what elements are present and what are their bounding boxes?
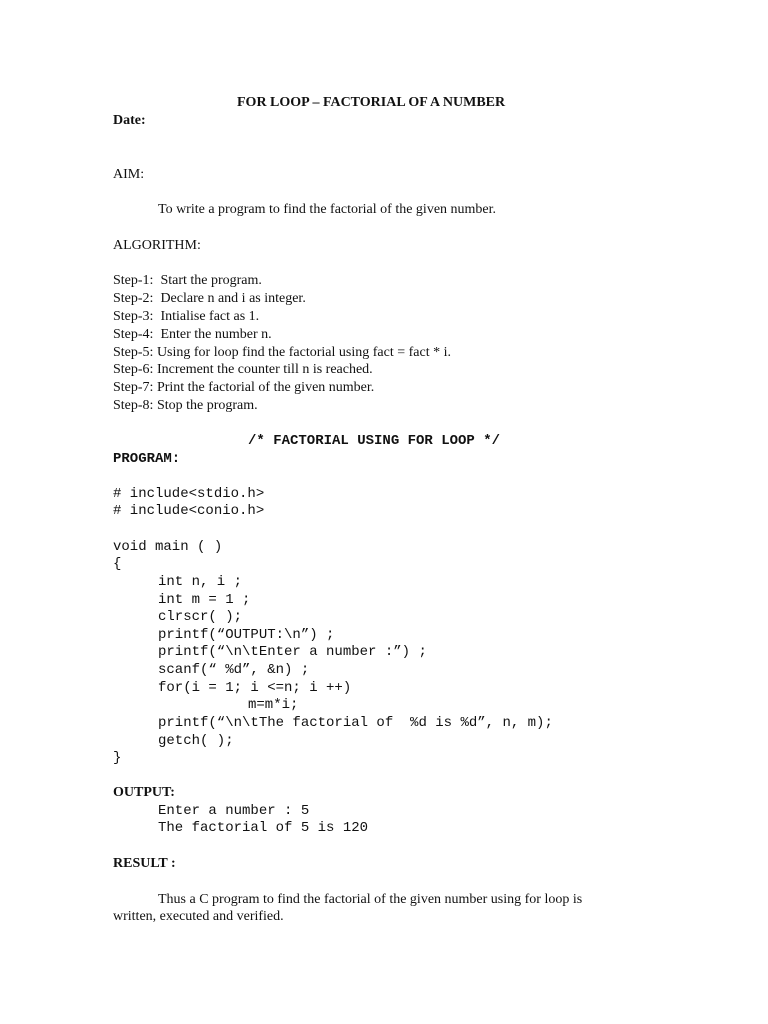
code-line: } (113, 750, 122, 766)
output-heading: OUTPUT: (113, 785, 175, 800)
code-line: void main ( ) (113, 539, 223, 555)
result-heading: RESULT : (113, 856, 176, 871)
code-line: clrscr( ); (158, 609, 243, 625)
code-line: getch( ); (158, 733, 234, 749)
algorithm-step: Step-1: Start the program. (113, 273, 262, 288)
aim-text: To write a program to find the factorial of the given number. (158, 202, 497, 217)
code-line: # include<stdio.h> (113, 486, 265, 502)
result-text: written, executed and verified. (113, 909, 284, 924)
algorithm-step: Step-6: Increment the counter till n is reached. (113, 362, 373, 377)
code-line: scanf(“ %d”, &n) ; (158, 662, 310, 678)
aim-heading: AIM: (113, 167, 145, 182)
code-line: m=m*i; (248, 697, 299, 713)
page-title: FOR LOOP – FACTORIAL OF A NUMBER (237, 95, 506, 110)
code-line: printf(“\n\tThe factorial of %d is %d”, n, m); (158, 715, 553, 731)
result-text: Thus a C program to find the factorial of the given number using for loop is (158, 892, 583, 907)
algorithm-step: Step-7: Print the factorial of the given number. (113, 380, 375, 395)
output-line: The factorial of 5 is 120 (158, 820, 369, 836)
code-line: for(i = 1; i <=n; i ++) (158, 680, 352, 696)
algorithm-step: Step-2: Declare n and i as integer. (113, 291, 306, 306)
code-line: printf(“OUTPUT:\n”) ; (158, 627, 335, 643)
code-line: int n, i ; (158, 574, 243, 590)
program-heading: PROGRAM: (113, 451, 181, 467)
algorithm-heading: ALGORITHM: (113, 238, 201, 253)
algorithm-step: Step-3: Intialise fact as 1. (113, 309, 260, 324)
code-line: int m = 1 ; (158, 592, 251, 608)
output-line: Enter a number : 5 (158, 803, 310, 819)
algorithm-step: Step-4: Enter the number n. (113, 327, 272, 342)
code-line: { (113, 556, 122, 572)
code-line: # include<conio.h> (113, 503, 265, 519)
algorithm-step: Step-8: Stop the program. (113, 398, 258, 413)
date-label: Date: (113, 113, 146, 128)
program-comment: /* FACTORIAL USING FOR LOOP */ (248, 433, 501, 449)
algorithm-step: Step-5: Using for loop find the factorial using fact = fact * i. (113, 345, 451, 360)
code-line: printf(“\n\tEnter a number :”) ; (158, 644, 427, 660)
